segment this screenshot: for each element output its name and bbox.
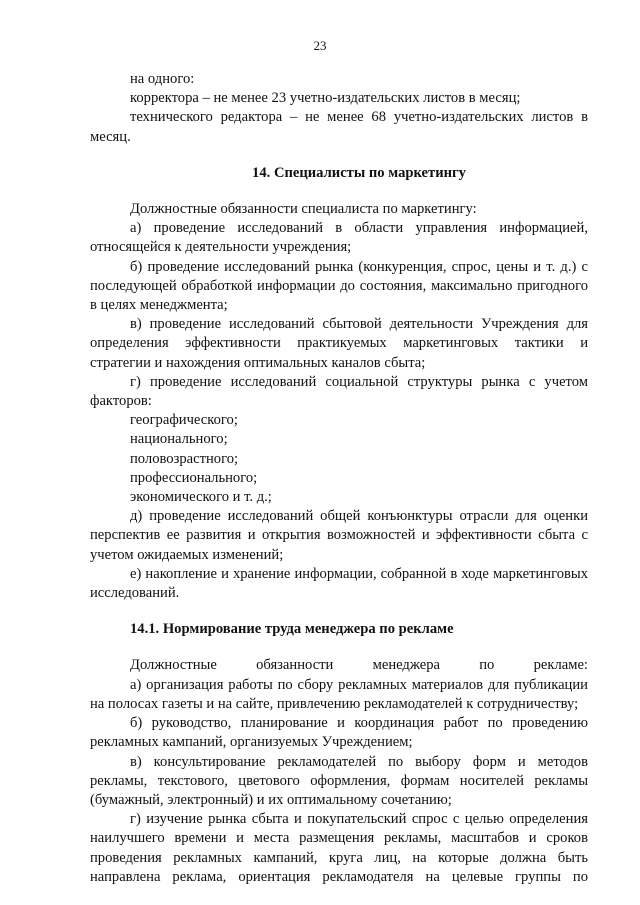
section-14-heading: 14. Специалисты по маркетингу [252, 164, 466, 181]
section-14-1-heading: 14.1. Нормирование труда менеджера по рекламе [130, 621, 454, 638]
section-14-lead: Должностные обязанности специалиста по маркетингу: [130, 201, 477, 218]
page-number: 23 [313, 38, 327, 53]
intro-line-2: корректора – не менее 23 учетно-издательских листов в месяц; [130, 90, 521, 107]
intro-line-1: на одного: [130, 71, 195, 87]
factor-professional: профессионального; [130, 469, 258, 486]
factor-national: национального; [130, 431, 228, 448]
section-14-item-a: а) проведение исследований в области управления информацией, относящейся к деятельности учреждения; [90, 220, 588, 256]
factor-geographic: географического; [130, 412, 238, 429]
factor-age-sex: половозрастного; [130, 450, 239, 467]
section-14-1-item-a: а) организация работы по сбору рекламных материалов для публикации на полосах газеты и на сайте, привлечению рекламодателей к сотрудничеству; [90, 676, 588, 712]
section-14-1-lead: Должностные обязанности менеджера по рекламе: [130, 657, 588, 674]
factor-economic: экономического и т. д.; [130, 489, 272, 506]
page-content [90, 70, 588, 887]
section-14-1-item-b: б) руководство, планирование и координация работ по проведению рекламных кампаний, организуемых Учреждением; [90, 715, 588, 751]
section-14-item-g: г) проведение исследований социальной структуры рынка с учетом факторов: [90, 373, 588, 410]
section-14-item-d: д) проведение исследований общей конъюнктуры отрасли для оценки перспектив ее развития и открытия возможностей и эффективности сбыта с учетом ожидаемых изменений; [90, 508, 588, 563]
section-14-item-e: е) накопление и хранение информации, собранной в ходе маркетинговых исследований. [90, 565, 588, 602]
section-14-item-b: б) проведение исследований рынка (конкуренция, спрос, цены и т. д.) с последующей обработкой информации до состояния, максимально пригодного в целях менеджмента; [90, 258, 588, 314]
intro-line-3: технического редактора – не менее 68 учетно-издательских листов в месяц. [90, 109, 588, 145]
section-14-item-v: в) проведение исследований сбытовой деятельности Учреждения для определения эффективности практикуемых маркетинговых тактики и стратегии и нахождения оптимальных каналов сбыта; [90, 316, 588, 371]
section-14-1-item-g: г) изучение рынка сбыта и покупательский спрос с целью определения наилучшего времени и места размещения рекламы, масштабов и сроков проведения рекламных кампаний, круга лиц, на которые должна быть направлена реклама, ориентация рекламодателя на целевые группы по [90, 811, 588, 885]
section-14-1-item-v: в) консультирование рекламодателей по выбору форм и методов рекламы, текстового, цветового оформления, формам носителей рекламы (бумажный, электронный) и их оптимальному сочетанию; [90, 753, 588, 808]
